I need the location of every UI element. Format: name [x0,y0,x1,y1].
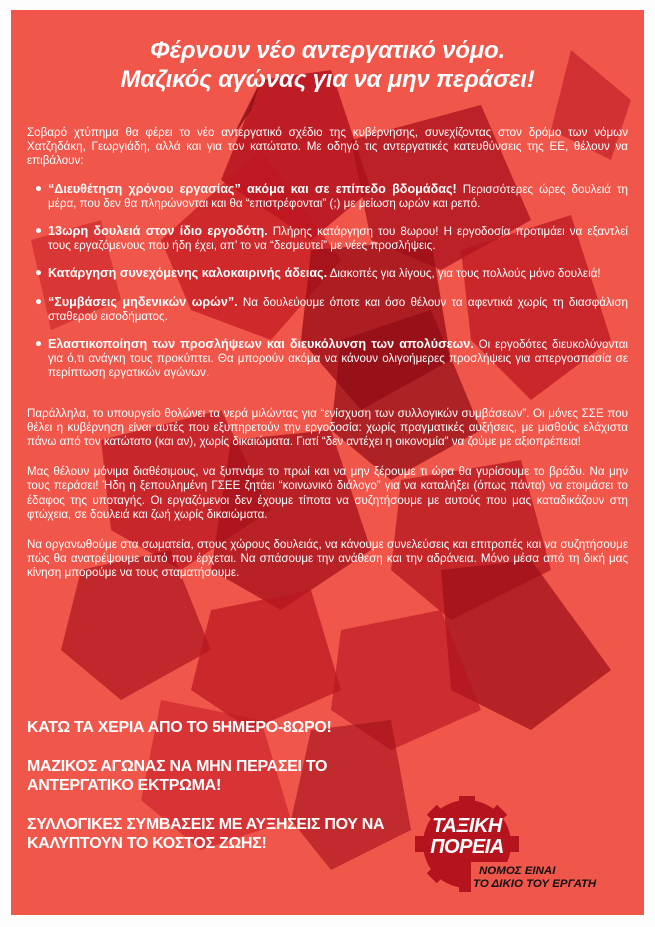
list-item [27,266,628,281]
page-title [31,36,624,94]
article-body [27,126,628,597]
bullet-icon: ● [34,266,42,280]
logo-tagline-line-1: ΝΟΜΟΣ ΕΙΝΑΙ [479,865,556,877]
bullet-icon: ● [34,294,42,308]
bullet-heading: Ελαστικοποίηση των προσλήψεων και διευκόλυνση των απολύσεων. [48,337,474,352]
list-item [27,182,628,211]
bullet-heading: Κατάργηση συνεχόμενης καλοκαιρινής άδειας. [48,266,328,281]
slogan-2: ΜΑΖΙΚΟΣ ΑΓΩΝΑΣ ΝΑ ΜΗΝ ΠΕΡΑΣΕΙ ΤΟ ΑΝΤΕΡΓΑΤΙΚΟ ΕΚΤΡΩΜΑ! [27,758,328,794]
paragraph-conventions: Παράλληλα, το υπουργείο θολώνει τα νερά μιλώντας για “ενίσχυση των συλλογικών συμβάσεων”. Οι μόνες ΣΣΕ που θέλει η κυβέρνηση είναι αυτές που εξυπηρετούν την εργοδοσία: χωρίς πραγματικές αυξήσεις, με μισθούς ελάχιστα πάνω από τον κατώτατο (και αν), χωρίς δικαιώματα. Γιατί “δεν αντέχει η οικονομία” να ζούμε με αξιοπρέπεια! [27,406,628,449]
logo-name-line-1: ΤΑΞΙΚΗ [432,815,502,837]
list-item [27,224,628,253]
logo-name [423,816,511,858]
list-item [27,337,628,381]
logo-name-line-2: ΠΟΡΕΙΑ [430,836,504,858]
list-item [27,295,628,324]
poster-content [11,10,644,915]
logo-tagline [473,865,623,891]
bullet-text: Περισσότερες ώρες δουλειά τη μέρα, που δεν θα πληρώνονται και θα “επιστρέφονται” (;) με μείωση ωρών και ρεπό. [48,182,628,210]
title-line-2: Μαζικός αγώνας για να μην περάσει! [120,66,535,93]
bullet-text: Να δουλεύουμε όποτε και όσο θέλουν τα αφεντικά χωρίς τη διασφάλιση σταθερού εισοδήματος. [48,295,628,323]
bullet-text: Διακοπές για λίγους, για τους πολλούς μόνο δουλειά! [327,267,601,281]
slogan-3: ΣΥΛΛΟΓΙΚΕΣ ΣΥΜΒΑΣΕΙΣ ΜΕ ΑΥΞΗΣΕΙΣ ΠΟΥ ΝΑ ΚΑΛΥΠΤΟΥΝ ΤΟ ΚΟΣΤΟΣ ΖΩΗΣ! [27,816,385,852]
bullet-text: Πλήρης κατάργηση του 8ωρου! Η εργοδοσία προτιμάει να εξαντλεί τους εργαζόμενους που ήδη έχει, απ’ το να “δεσμευτεί” με νέες προσλήψεις. [48,225,628,253]
paragraph-organize: Να οργανωθούμε στα σωματεία, στους χώρους δουλειάς, να κάνουμε συνελεύσεις και επιτροπές και να συζητήσουμε πώς θα ανατρέψουμε αυτό που έρχεται. Να σπάσουμε την ανάθεση και την αδράνεια. Μόνο μέσα από τη δική μας κίνηση μπορούμε να τους σταματήσουμε. [27,538,628,580]
slogan-1: ΚΑΤΩ ΤΑ ΧΕΡΙΑ ΑΠΟ ΤΟ 5ΗΜΕΡΟ-8ΩΡΟ! [27,719,332,736]
bullet-heading: “Συμβάσεις μηδενικών ωρών”. [48,294,238,309]
organization-logo [387,796,637,906]
bullet-heading: 13ωρη δουλειά στον ίδιο εργοδότη. [48,224,268,239]
logo-tagline-line-2: ΤΟ ΔΙΚΙΟ ΤΟΥ ΕΡΓΑΤΗ [473,878,597,890]
poster [11,10,644,915]
bullet-icon: ● [34,181,42,195]
bullet-icon: ● [34,337,42,351]
slogans [27,718,407,873]
intro-paragraph: Σοβαρό χτύπημα θα φέρει το νέο αντεργατικό σχέδιο της κυβέρνησης, συνεχίζοντας στον δρόμο των νόμων Χατζηδάκη, Γεωργιάδη, αλλά και για τον κατώτατο. Με οδηγό τις αντεργατικές κατευθύνσεις της ΕΕ, θέλουν να επιβάλουν: [27,126,628,168]
bullet-text: Οι εργοδότες διευκολύνονται για ό,τι ανάγκη τους προκύπτει. Θα μπορούν ακόμα να κάνουν ολιγοήμερες προσλήψεις για απεργοσπασία σε περίπτωση εργατικών αγώνων. [48,338,628,380]
bullet-heading: “Διευθέτηση χρόνου εργασίας” ακόμα και σε επίπεδο βδομάδας! [48,181,457,196]
title-line-1: Φέρνουν νέο αντεργατικό νόμο. [150,37,505,64]
bullet-icon: ● [34,224,42,238]
paragraph-availability: Μας θέλουν μόνιμα διαθέσιμους, να ξυπνάμε το πρωί και να μην ξέρουμε τι ώρα θα γυρίσουμε το βράδυ. Να μην τους περάσει! Ήδη η ξεπουλημένη ΓΣΕΕ ζητάει “κοινωνικό διάλογο” για να καταλήξει (όπως πάντα) να ετοιμάσει το έδαφος της υποταγής. Οι εργαζόμενοι δεν έχουμε τίποτα να συζητήσουμε με αυτούς που μας καταδικάζουν στη φτώχεια, σε δουλειά και ζωή χωρίς δικαιώματα. [27,465,628,521]
